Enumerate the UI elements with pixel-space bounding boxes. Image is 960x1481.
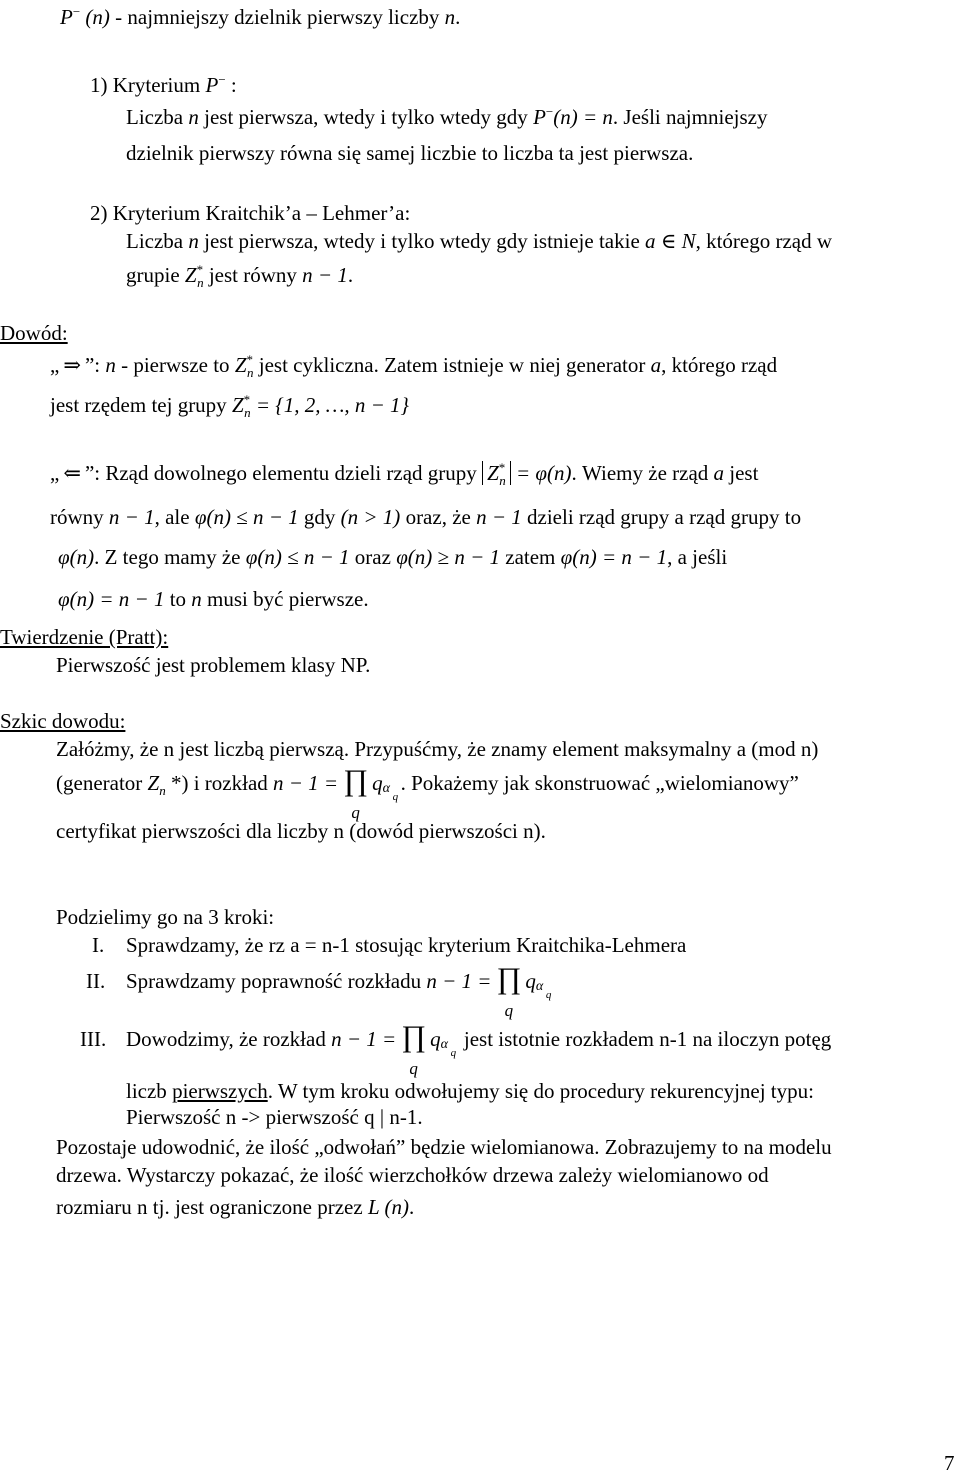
sketch-heading: Szkic dowodu:: [0, 709, 126, 733]
text: jest pierwsza, wtedy i tylko wtedy gdy: [198, 105, 534, 129]
text: Liczba: [126, 105, 189, 129]
theorem-label: [0, 624, 168, 650]
proof-line-1: [50, 352, 778, 381]
text: jest równy: [203, 263, 303, 287]
theorem-heading: Twierdzenie (Pratt):: [0, 625, 169, 649]
math-n: n: [191, 587, 202, 611]
math: φ(n) = n − 1: [58, 587, 165, 611]
text: ”: Rząd dowolnego elementu dzieli rząd grupy: [84, 461, 483, 485]
math: (n): [379, 1195, 410, 1219]
step-2: [86, 962, 554, 1020]
criterion-2-title: 2) Kryterium Kraitchik’a – Lehmer’a:: [90, 201, 411, 225]
math-n: n: [444, 5, 456, 29]
math-sup: −: [72, 4, 81, 19]
implies-icon: ⇒: [63, 353, 81, 377]
quote: ”:: [84, 353, 106, 377]
math: (n > 1): [340, 505, 401, 529]
math-a: a: [713, 461, 725, 485]
math-index: q: [351, 803, 360, 822]
text: , ale: [154, 505, 195, 529]
step-number: III.: [80, 1027, 107, 1051]
math-index: q: [409, 1059, 418, 1078]
quote: „: [50, 353, 60, 377]
math-p: P: [60, 5, 73, 29]
text: musi być pierwsze.: [201, 587, 369, 611]
math-q: q: [372, 771, 383, 795]
abs-value: [482, 460, 511, 489]
implied-by-icon: ⇐: [63, 461, 81, 485]
step-text: Sprawdzamy poprawność rozkładu: [126, 969, 427, 993]
sketch-label: [0, 708, 125, 734]
math-sup: *: [243, 392, 251, 407]
math-sup: *: [196, 262, 204, 277]
punct: :: [225, 73, 237, 97]
math-arg: (n): [85, 5, 110, 29]
sketch-line-3: certyfikat pierwszości dla liczby n (dowód pierwszości n).: [56, 819, 546, 843]
math-z: Z: [184, 263, 197, 287]
proof-line-6: [58, 586, 369, 612]
proof-heading: Dowód:: [0, 321, 68, 345]
text: równy: [50, 505, 109, 529]
text: jest istotnie rozkładem n-1 na iloczyn potęg: [458, 1027, 832, 1051]
text: , a jeśli: [667, 545, 728, 569]
text: liczb: [126, 1079, 173, 1103]
math-alpha: α: [535, 979, 544, 994]
math-q: q: [430, 1027, 441, 1051]
final-line-3: [56, 1194, 414, 1220]
criterion-1-title: [90, 72, 237, 98]
text: oraz, że: [400, 505, 477, 529]
product-formula: [496, 962, 522, 1020]
step-3-line-3: Pierwszość n -> pierwszość q | n-1.: [126, 1105, 423, 1129]
text: grupie: [126, 263, 185, 287]
step-number: II.: [86, 969, 106, 993]
math-sup: *: [498, 460, 506, 475]
math-z: Z: [234, 353, 247, 377]
text: zatem: [500, 545, 561, 569]
proof-line-4: [50, 504, 801, 530]
proof-label: [0, 320, 68, 346]
math: n − 1 =: [273, 771, 344, 795]
math-phi: = φ(n): [510, 461, 572, 485]
math-sub: q: [545, 989, 552, 1001]
math-sub: n: [159, 783, 166, 799]
math-n: n: [105, 353, 116, 377]
text: *) i rozkład: [165, 771, 274, 795]
text: gdy: [298, 505, 341, 529]
math-a: a: [650, 353, 662, 377]
theorem-text: Pierwszość jest problemem klasy NP.: [56, 653, 371, 677]
punct: .: [455, 5, 461, 29]
math-z: Z: [231, 393, 244, 417]
math-z: Z: [147, 771, 160, 795]
text: , którego rząd: [661, 353, 778, 377]
proof-line-2: [50, 392, 409, 421]
math-p: P: [205, 73, 219, 97]
product-formula: [401, 1020, 427, 1078]
text: . Pokażemy jak skonstruować „wielomianowy”: [400, 771, 799, 795]
text: jest rzędem tej grupy: [50, 393, 232, 417]
final-line-2: drzewa. Wystarczy pokazać, że ilość wierzchołków drzewa zależy wielomianowo od: [56, 1163, 769, 1187]
math-sup: −: [545, 104, 554, 119]
text: - pierwsze to: [115, 353, 235, 377]
text: . Jeśli najmniejszy: [612, 105, 768, 129]
text: to: [164, 587, 192, 611]
step-3: [80, 1020, 832, 1078]
quote: „: [50, 461, 60, 485]
text: Liczba: [126, 229, 189, 253]
underlined-text: pierwszych: [172, 1079, 268, 1103]
text: jest: [724, 461, 759, 485]
math: n − 1 =: [426, 969, 497, 993]
text: jest cykliczna. Zatem istnieje w niej generator: [253, 353, 651, 377]
definition-line: [60, 4, 460, 30]
math-q: q: [525, 969, 536, 993]
criterion-2-line-2: [126, 262, 354, 291]
text: . W tym kroku odwołujemy się do procedury rekurencyjnej typu:: [267, 1079, 814, 1103]
text: (generator: [56, 771, 148, 795]
math-l: L: [367, 1195, 380, 1219]
math-sub: n: [499, 473, 506, 489]
math: n − 1: [108, 505, 155, 529]
math-sub: n: [244, 405, 251, 421]
step-3-line-2: [126, 1078, 814, 1104]
punct: .: [347, 263, 354, 287]
math: φ(n): [58, 545, 95, 569]
steps-intro: Podzielimy go na 3 kroki:: [56, 905, 275, 929]
math-sub: n: [197, 275, 204, 291]
math-n: n: [188, 105, 199, 129]
text: . Wiemy że rząd: [571, 461, 714, 485]
math-sub: q: [450, 1047, 457, 1059]
product-icon: ∏: [496, 962, 522, 995]
proof-line-5: [58, 544, 727, 570]
punct: .: [409, 1195, 415, 1219]
math-index: q: [504, 1001, 514, 1020]
sketch-line-2: [56, 764, 799, 822]
criterion-2-line-1: [126, 228, 832, 254]
definition-text: - najmniejszy dzielnik pierwszy liczby: [109, 5, 445, 29]
math-sup: *: [246, 352, 253, 367]
math-n-minus-1: n − 1: [302, 263, 348, 287]
math: φ(n) ≥ n − 1: [396, 545, 500, 569]
math-a-in-n: a ∈ N: [645, 229, 696, 253]
math: n − 1: [476, 505, 522, 529]
criterion-1-line-2: dzielnik pierwszy równa się samej liczbie to liczba ta jest pierwsza.: [126, 141, 694, 165]
product-icon: ∏: [343, 764, 369, 797]
text: rozmiaru n tj. jest ograniczone przez: [56, 1195, 368, 1219]
math-p: P: [533, 105, 546, 129]
step-number: I.: [92, 933, 105, 957]
text: , którego rząd w: [695, 229, 833, 253]
math-z: Z: [487, 461, 499, 485]
math: φ(n) = n − 1: [560, 545, 668, 569]
criterion-1-line-1: [126, 104, 767, 130]
step-text: Dowodzimy, że rozkład: [126, 1027, 332, 1051]
math-n: n: [188, 229, 199, 253]
math-eq: (n) = n: [553, 105, 613, 129]
math-sub: n: [247, 365, 254, 381]
sketch-line-1: Załóżmy, że n jest liczbą pierwszą. Przypuśćmy, że znamy element maksymalny a (mod n): [56, 737, 819, 761]
text: oraz: [349, 545, 397, 569]
step-text: Sprawdzamy, że rz a = n-1 stosując kryterium Kraitchika-Lehmera: [126, 933, 687, 957]
math-sub: q: [392, 791, 399, 803]
step-1: [92, 932, 686, 958]
math: φ(n) ≤ n − 1: [245, 545, 350, 569]
text: jest pierwsza, wtedy i tylko wtedy gdy istnieje takie: [198, 229, 646, 253]
math-sup: −: [218, 72, 226, 87]
product-formula: [343, 764, 369, 822]
math: n − 1 =: [331, 1027, 402, 1051]
final-line-1: Pozostaje udowodnić, że ilość „odwołań” będzie wielomianowa. Zobrazujemy to na modelu: [56, 1135, 832, 1159]
text: . Z tego mamy że: [94, 545, 246, 569]
math: φ(n) ≤ n − 1: [194, 505, 299, 529]
math-alpha: α: [440, 1037, 448, 1052]
text: dzieli rząd grupy a rząd grupy to: [521, 505, 802, 529]
product-icon: ∏: [401, 1020, 427, 1053]
math-set: = {1, 2, …, n − 1}: [250, 393, 409, 417]
math-alpha: α: [382, 781, 390, 796]
page-number: 7: [944, 1451, 955, 1475]
proof-line-3: [50, 460, 759, 489]
criterion-1-label: 1) Kryterium: [90, 73, 206, 97]
